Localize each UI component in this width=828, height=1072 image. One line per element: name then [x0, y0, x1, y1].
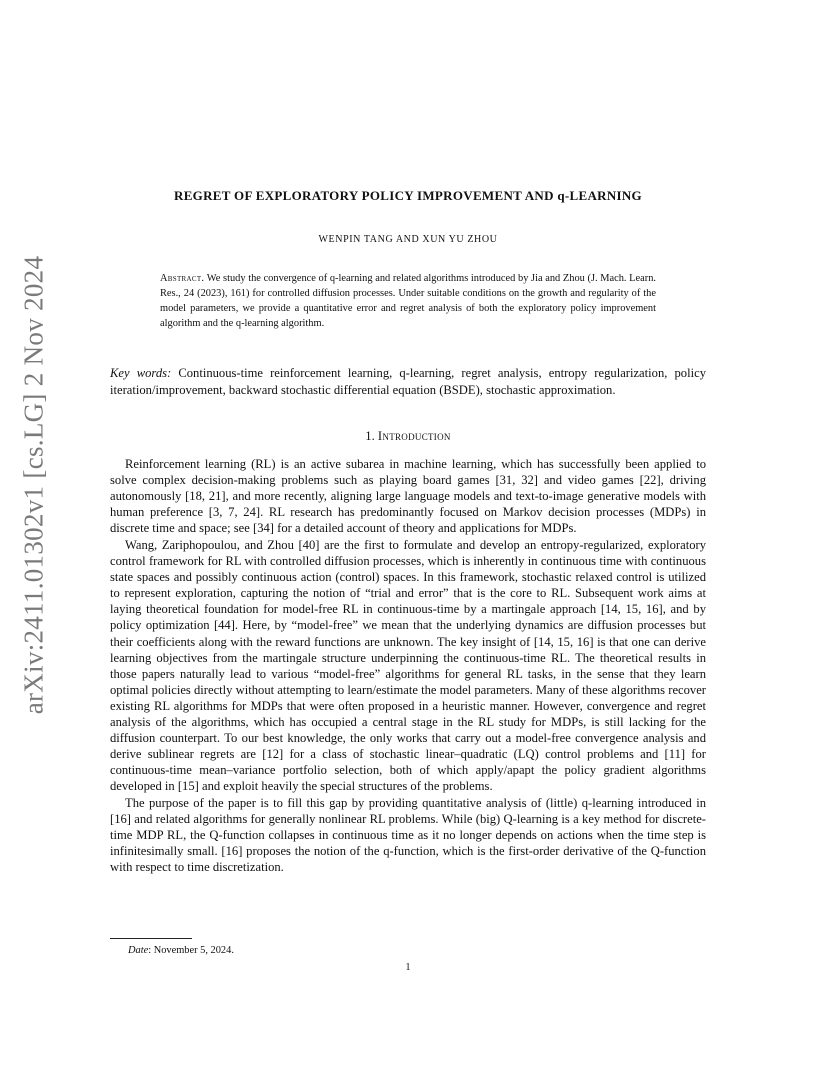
footnote-text: : November 5, 2024.	[148, 945, 234, 956]
abstract-text: We study the convergence of q-learning and related algorithms introduced by Jia and Zhou (J. Mach. Learn. Res., 24 (2023), 161) for controlled diffusion processes. Under suitable conditions on the growth and regularity of the model parameters, we provide a quantitative error and regret analysis of both the exploratory policy improvement algorithm and the q-learning algorithm.	[160, 273, 656, 329]
paragraph: The purpose of the paper is to fill this gap by providing quantitative analysis of (little) q-learning introduced in [16] and related algorithms for generally nonlinear RL problems. While (big) Q-learning is a key method for discrete-time MDP RL, the Q-function collapses in continuous time as it no longer depends on actions when the time step is infinitesimally small. [16] proposes the notion of the q-function, which is the first-order derivative of the Q-function with respect to time discretization.	[110, 795, 706, 875]
paragraph: Reinforcement learning (RL) is an active subarea in machine learning, which has successfully been applied to solve complex decision-making problems such as playing board games [31, 32] and video games [22], driving autonomously [18, 21], and more recently, aligning large language models and text-to-image generative models with human preference [3, 7, 24]. RL research has predominantly focused on Markov decision processes (MDPs) in discrete time and space; see [34] for a detailed account of theory and applications for MDPs.	[110, 457, 706, 536]
section-heading	[110, 429, 706, 444]
paragraph: Wang, Zariphopoulou, and Zhou [40] are the first to formulate and develop an entropy-regularized, exploratory control framework for RL with controlled diffusion processes, which is inherently in continuous time with continuous state spaces and possibly continuous action (control) spaces. In this framework, stochastic relaxed control is utilized to represent exploration, capturing the notion of “trial and error” that is the core to RL. Subsequent work aims at laying theoretical foundation for model-free RL in continuous-time by a martingale approach [14, 15, 16], and by policy optimization [44]. Here, by “model-free” we mean that the underlying dynamics are diffusion processes but their coefficients along with the reward functions are unknown. The key insight of [14, 15, 16] is that one can derive learning objectives from the martingale structure underpinning the continuous-time RL. The theoretical results in those papers naturally lead to various “model-free” algorithms for general RL tasks, in the sense that they learn optimal policies directly without attempting to learn/estimate the model parameters. Many of these algorithms recover existing RL algorithms for MDPs that were often proposed in a heuristic manner. However, convergence and regret analysis of the algorithms, which has occupied a central stage in the RL study for MDPs, is still lacking for the diffusion counterpart. To our best knowledge, the only works that carry out a model-free convergence analysis and derive sublinear regrets are [12] for a class of stochastic linear–quadratic (LQ) control problems and [11] for continuous-time mean–variance portfolio selection, both of which apply/apapt the policy gradient algorithms developed in [15] and exploit heavily the special structures of the problems.	[110, 538, 706, 793]
section-title: Introduction	[377, 429, 451, 443]
section-number: 1.	[365, 429, 375, 443]
body-text	[110, 456, 706, 875]
keywords-label: Key words:	[110, 366, 172, 380]
arxiv-identifier: arXiv:2411.01302v1 [cs.LG] 2 Nov 2024	[18, 255, 49, 715]
footnote-rule	[110, 938, 192, 939]
keywords-text: Continuous-time reinforcement learning, q-learning, regret analysis, entropy regularization, policy iteration/improvement, backward stochastic differential equation (BSDE), stochastic approximation.	[110, 366, 706, 397]
arxiv-sidebar	[8, 255, 60, 715]
footnote-label: Date	[128, 945, 149, 956]
paper-title: REGRET OF EXPLORATORY POLICY IMPROVEMENT AND q-LEARNING	[174, 188, 642, 203]
keywords	[110, 365, 706, 399]
abstract-label: Abstract.	[160, 273, 205, 284]
page-number: 1	[405, 962, 411, 973]
paper-authors: WENPIN TANG AND XUN YU ZHOU	[318, 234, 498, 245]
abstract	[160, 271, 656, 331]
footnote	[128, 945, 234, 956]
